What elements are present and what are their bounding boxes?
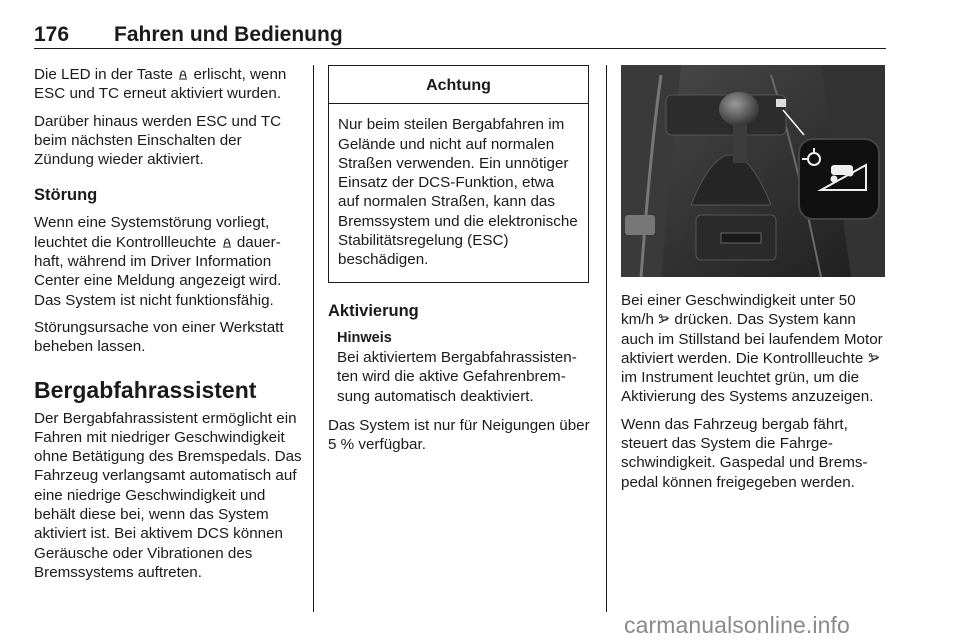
paragraph-downhill: Wenn das Fahrzeug bergab fährt, steuert das System die Fahrgeschwindigkeit. Gaspedal und Bremspedal können freigegeben werden. (621, 415, 868, 491)
warning-box (328, 65, 589, 283)
column-left (34, 65, 302, 590)
paragraph-dcs-intro: Der Bergabfahrassistent ermöglicht ein Fahren mit niedriger Geschwindigkeit ohne Betätigung des Bremspedals. Das Fahrzeug verlangsamt automatisch auf eine niedrige Geschwindigkeit und behält diese bei, wenn das System aktiviert ist. Bei aktivem DCS können Geräusche oder Vibrationen des Bremssystems auftreten. (34, 409, 302, 581)
page-header (34, 24, 886, 49)
note-text: Bei aktiviertem Bergabfahrassistenten wird die aktive Gefahrenbremsung automatisch deaktiviert. (337, 348, 577, 405)
hill-descent-indicator-icon (868, 352, 880, 364)
watermark: carmanualsonline.info (624, 612, 850, 638)
paragraph-fault: Wenn eine Systemstörung vorliegt, leuchtet die Kontrollleuchte dauerhaft, während im Driver Information Center eine Meldung angezeigt wird. Das System ist nicht funktionsfähig. (34, 214, 282, 309)
page-number: 176 (34, 23, 70, 46)
column-divider-right (606, 65, 607, 612)
hill-descent-icon (658, 313, 670, 325)
paragraph-led: Die LED in der Taste erlischt, wenn ESC und TC erneut aktiviert wurden. (34, 66, 287, 103)
column-divider-left (313, 65, 314, 612)
column-right (621, 65, 887, 500)
warning-title: Achtung (329, 66, 588, 104)
paragraph-workshop: Störungsursache von einer Werkstatt beheben lassen. (34, 318, 284, 356)
column-middle (328, 65, 592, 462)
note-title: Hinweis (337, 329, 392, 346)
paragraph-reactivation: Darüber hinaus werden ESC und TC beim nächsten Einschalten der Zündung wieder aktiviert. (34, 112, 282, 169)
paragraph-incline: Das System ist nur für Neigungen über 5 % verfügbar. (328, 416, 590, 454)
section-title: Fahren und Bedienung (114, 23, 343, 46)
esc-off-icon (177, 68, 189, 80)
heading-aktivierung: Aktivierung (328, 301, 419, 320)
paragraph-activation-speed: Bei einer Geschwindigkeit unter 50 km/h drücken. Das System kann auch im Stillstand bei laufendem Motor aktiviert werden. Die Kontrollleuchte im Instrument leuchtet grün, um die Aktivierung des Systems anzuzeigen. (621, 292, 883, 406)
console-photo (621, 65, 885, 277)
note-block (328, 329, 592, 406)
heading-stoerung: Störung (34, 186, 98, 205)
warning-text: Nur beim steilen Bergabfahren im Gelände und nicht auf normalen Straßen verwenden. Ein unnötiger Einsatz der DCS-Funktion, etwa auf normalen Straßen, kann das Bremssystem und die elektronische Stabilitätsregelung (ESC) beschädigen. (338, 116, 578, 269)
esc-warning-icon (221, 236, 233, 248)
heading-bergabfahrassistent: Bergabfahrassistent (34, 376, 257, 403)
